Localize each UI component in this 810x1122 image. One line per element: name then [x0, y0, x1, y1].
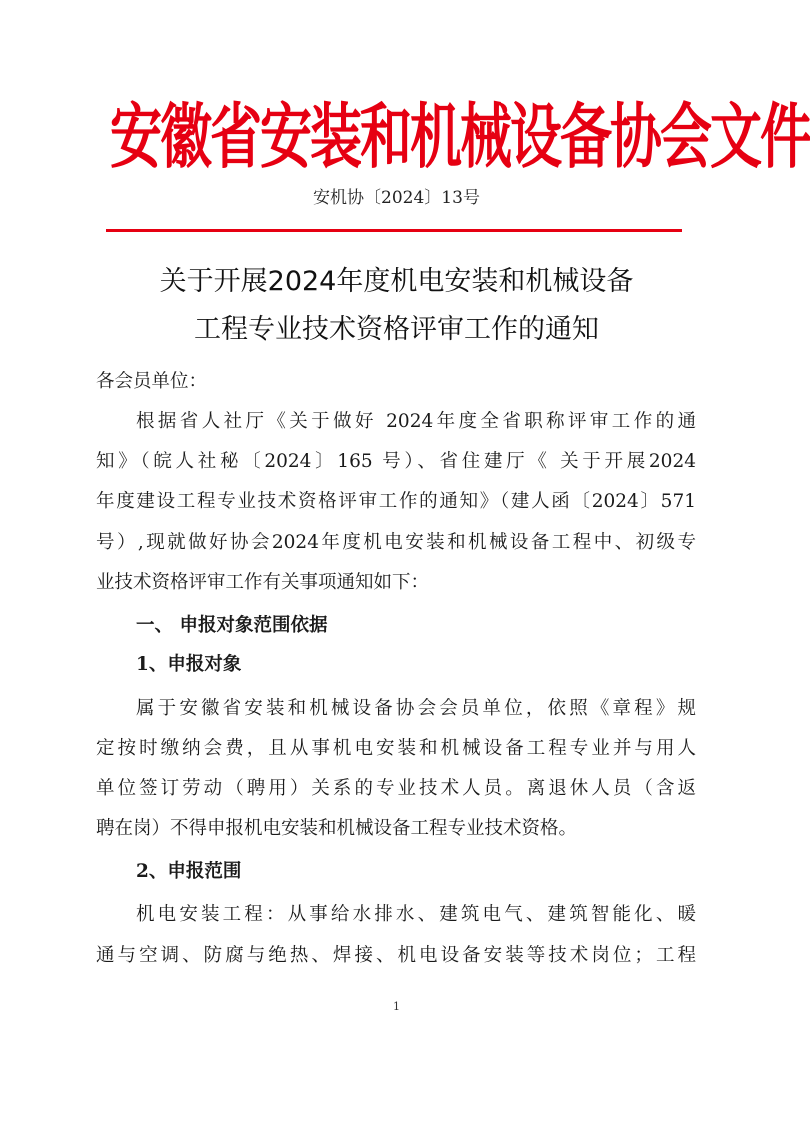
document-number: 安机协〔2024〕13号 [313, 188, 480, 208]
intro-line: 知》（皖人社秘〔2024〕165 号）、省住建厅《 关于开展2024 [96, 451, 696, 472]
intro-line: 业技术资格评审工作有关事项通知如下： [96, 572, 430, 593]
org-masthead: 安徽省安装和机械设备协会文件 [110, 96, 810, 179]
notice-title-line-1: 关于开展2024年度机电安装和机械设备 [159, 266, 634, 297]
intro-line: 年度建设工程专业技术资格评审工作的通知》（建人函〔2024〕571 [96, 491, 696, 512]
intro-line: 号）,现就做好协会2024年度机电安装和机械设备工程中、初级专 [96, 532, 696, 553]
notice-title-line-2: 工程专业技术资格评审工作的通知 [194, 314, 599, 345]
body-line: 机电安装工程：从事给水排水、建筑电气、建筑智能化、暖 [136, 904, 696, 925]
section-heading: 一、 申报对象范围依据 [136, 615, 328, 636]
salutation: 各会员单位： [96, 371, 208, 392]
intro-line: 根据省人社厅《关于做好 2024年度全省职称评审工作的通 [136, 411, 696, 432]
page-number: 1 [393, 1000, 400, 1013]
header-divider [106, 229, 682, 232]
body-line: 定按时缴纳会费，且从事机电安装和机械设备工程专业并与用人 [96, 738, 696, 759]
subsection-heading: 1、申报对象 [136, 654, 242, 675]
body-line: 属于安徽省安装和机械设备协会会员单位，依照《章程》规 [136, 698, 696, 719]
body-line: 单位签订劳动（聘用）关系的专业技术人员。离退休人员（含返 [96, 778, 696, 799]
body-line: 聘在岗）不得申报机电安装和机械设备工程专业技术资格。 [96, 818, 578, 839]
subsection-heading: 2、申报范围 [136, 861, 242, 882]
body-line: 通与空调、防腐与绝热、焊接、机电设备安装等技术岗位；工程 [96, 945, 696, 966]
